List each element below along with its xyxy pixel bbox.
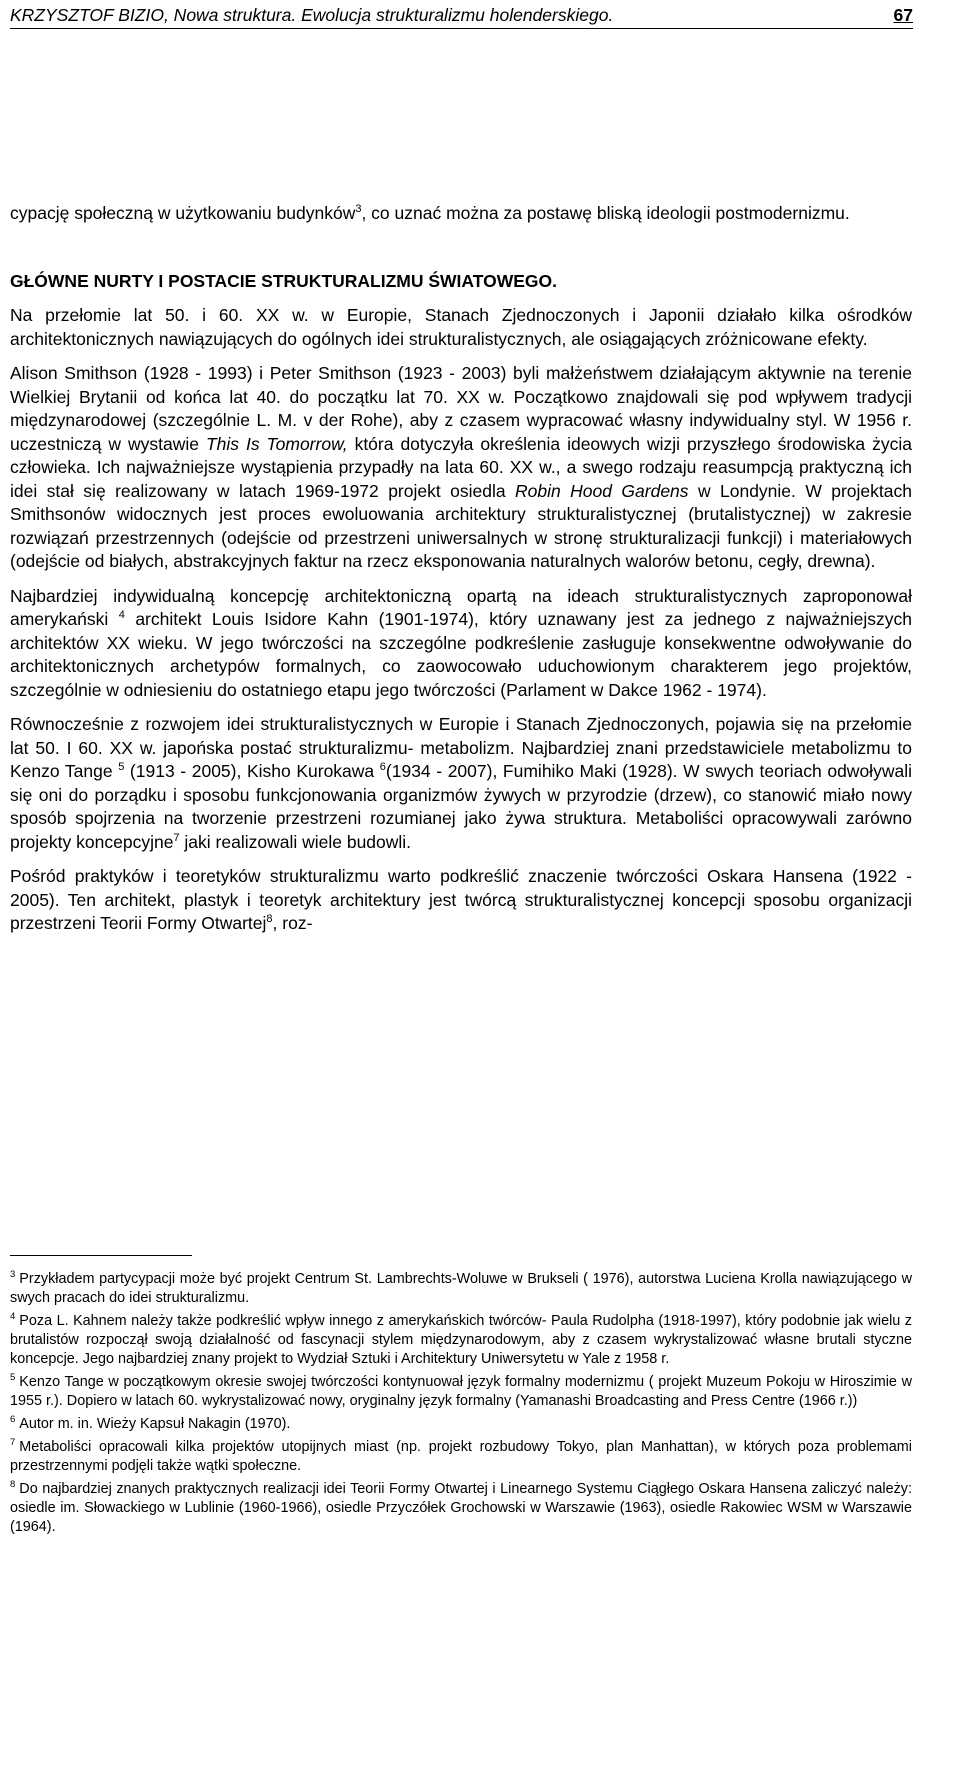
paragraph-1-text-b: , co uznać można za postawę bliską ideologii postmodernizmu. — [361, 203, 850, 223]
paragraph-5-text-b: (1913 - 2005), Kisho Kurokawa — [124, 761, 375, 781]
footnote-7 — [10, 1438, 912, 1476]
paragraph-1-text-a: cypację społeczną w użytkowaniu budynków — [10, 203, 356, 223]
paragraph-3 — [10, 362, 912, 574]
paragraph-5-text-a: Równocześnie z rozwojem idei strukturalistycznych w Europie i Stanach Zjednoczonych, pojawia się na przełomie lat 50. I 60. XX w. japońska postać strukturalizmu- metabolizm. Najbardziej znani przedstawiciele metabolizmu to Kenzo Tange — [10, 714, 912, 781]
paragraph-4 — [10, 585, 912, 703]
footnote-number: 4 — [10, 1311, 16, 1323]
footnote-ref-3[interactable]: 3 — [355, 203, 362, 216]
paragraph-1 — [10, 202, 912, 226]
body-text — [10, 202, 912, 947]
page-number: 67 — [893, 5, 913, 25]
paragraph-4-text-a: Najbardziej indywidualną koncepcję architektoniczną opartą na ideach strukturalistycznych zaproponował amerykański — [10, 585, 912, 629]
footnote-text: Przykładem partycypacji może być projekt Centrum St. Lambrechts-Woluwe w Brukseli ( 1976), autorstwa Luciena Krolla nawiązującego w swych pracach do idei strukturalizmu. — [10, 1271, 912, 1306]
footnote-separator — [10, 1255, 192, 1256]
footnote-ref-6[interactable]: 6 — [379, 761, 386, 774]
footnote-number: 6 — [10, 1414, 16, 1426]
paragraph-2: Na przełomie lat 50. i 60. XX w. w Europie, Stanach Zjednoczonych i Japonii działało kilka ośrodków architektonicznych nawiązujących do ogólnych idei strukturalistycznych, ale osiągających zróżnicowane efekty. — [10, 305, 912, 349]
paragraph-6 — [10, 865, 912, 936]
paragraph-3-text-a: Alison Smithson (1928 - 1993) i Peter Smithson (1923 - 2003) byli małżeństwem działającym aktywnie na terenie Wielkiej Brytanii od końca lat 40. do początku lat 70. XX w. Początkowo znajdowali się pod wpływem tradycji międzynarodowej (szczególnie L. M. v der Rohe), aby z czasem wypracować własny indywidualny styl. W 1956 r. uczestniczą w wystawie — [10, 363, 912, 454]
footnote-ref-5[interactable]: 5 — [118, 761, 125, 774]
footnote-6 — [10, 1415, 912, 1434]
paragraph-4-text-b: architekt Louis Isidore Kahn (1901-1974), który uznawany jest za jednego z najważniejszych architektów XX wieku. W jego twórczości na szczególne podkreślenie zasługuje konsekwentne odwoływanie do architektonicznych archetypów formalnych, co zaowocowało uduchowionym charakterem jego projektów, szczególnie w odniesieniu do ostatniego etapu jego twórczości (Parlament w Dakce 1962 - 1974). — [10, 609, 912, 700]
footnote-3 — [10, 1270, 912, 1308]
project-title: Robin Hood Gardens — [515, 480, 689, 501]
footnote-text: Poza L. Kahnem należy także podkreślić wpływ innego z amerykańskich twórców- Paula Rudolpha (1918-1997), który podobnie jak wielu z brutalistów rozpoczął swoją działalność od fascynacji stylem międzynarodowym, aby z czasem wykrystalizować własne brutali styczne koncepcje. Jego najbardziej znany projekt to Wydział Sztuki i Architektury Uniwersytetu w Yale z 1958 r. — [10, 1313, 912, 1367]
paragraph-5-text-d: jaki realizowali wiele budowli. — [179, 831, 412, 852]
paragraph-3-text-b: która dotyczyła określenia ideowych wizji przyszłego środowiska życia człowieka. Ich najważniejsze wystąpienia przypadły na lata 60. XX w., a swego rodzaju reasumpcją praktyczną ich idei stał się realizowany w latach 1969-1972 projekt osiedla — [10, 433, 912, 501]
running-header — [10, 4, 913, 29]
paragraph-5 — [10, 713, 912, 854]
footnote-number: 7 — [10, 1437, 16, 1449]
footnote-ref-7[interactable]: 7 — [173, 831, 180, 844]
footnote-5 — [10, 1373, 912, 1411]
footnote-text: Autor m. in. Wieży Kapsuł Nakagin (1970). — [19, 1416, 291, 1432]
footnote-number: 8 — [10, 1479, 16, 1491]
section-heading: GŁÓWNE NURTY I POSTACIE STRUKTURALIZMU ŚWIATOWEGO. — [10, 270, 558, 291]
paragraph-3-text-c: w Londynie. W projektach Smithsonów widocznych jest proces ewoluowania architektury strukturalistycznej (brutalistycznej) w zakresie rozwiązań przestrzennych (odejście od przestrzeni uniwersalnych w stronę strukturalizacji funkcji) i materiałowych (odejście od białych, abstrakcyjnych faktur na rzecz eksponowania naturalnych walorów betonu, cegły, drewna). — [10, 480, 912, 571]
footnote-text: Kenzo Tange w początkowym okresie swojej twórczości kontynuował język formalny modernizmu ( projekt Muzeum Pokoju w Hiroszimie w 1955 r.). Dopiero w latach 60. wykrystalizować nowy, oryginalny język formalny (Yamanashi Broadcasting and Press Centre (1966 r.)) — [10, 1374, 912, 1409]
paragraph-5-text-c: (1934 - 2007), Fumihiko Maki (1928). W swych teoriach odwoływali się oni do porządku i sposobu funkcjonowania organizmów żywych w przyrodzie (drzew), co stanowić miało nowy sposób spojrzenia na tworzenie przestrzeni rozumianej jako żywa struktura. Metaboliści opracowywali zarówno projekty koncepcyjne — [10, 761, 912, 852]
exhibition-title: This Is Tomorrow, — [205, 433, 348, 454]
footnote-number: 3 — [10, 1269, 16, 1281]
footnote-text: Metaboliści opracowali kilka projektów utopijnych miast (np. projekt rozbudowy Tokyo, plan Manhattan), w których poza problemami przestrzennymi podjęli także wątki społeczne. — [10, 1439, 912, 1474]
footnotes-section — [10, 1255, 912, 1541]
paragraph-6-text-b: , roz- — [272, 913, 313, 933]
footnote-text: Do najbardziej znanych praktycznych realizacji idei Teorii Formy Otwartej i Linearnego Systemu Ciągłego Oskara Hansena zaliczyć należy: osiedle im. Słowackiego w Lublinie (1960-1966), osiedle Przyczółek Grochowski w Warszawie (1963), osiedle Rakowiec WSM w Warszawie (1964). — [10, 1481, 912, 1535]
footnote-8 — [10, 1480, 912, 1537]
running-title: KRZYSZTOF BIZIO, Nowa struktura. Ewolucja strukturalizmu holenderskiego. — [10, 5, 614, 25]
paragraph-6-text-a: Pośród praktyków i teoretyków strukturalizmu warto podkreślić znaczenie twórczości Oskara Hansena (1922 - 2005). Ten architekt, plastyk i teoretyk architektury jest twórcą strukturalistycznej koncepcji sposobu organizacji przestrzeni Teorii Formy Otwartej — [10, 866, 912, 933]
footnote-ref-8[interactable]: 8 — [266, 913, 273, 926]
footnote-ref-4[interactable]: 4 — [118, 609, 125, 622]
footnote-number: 5 — [10, 1372, 16, 1384]
footnote-4 — [10, 1312, 912, 1369]
